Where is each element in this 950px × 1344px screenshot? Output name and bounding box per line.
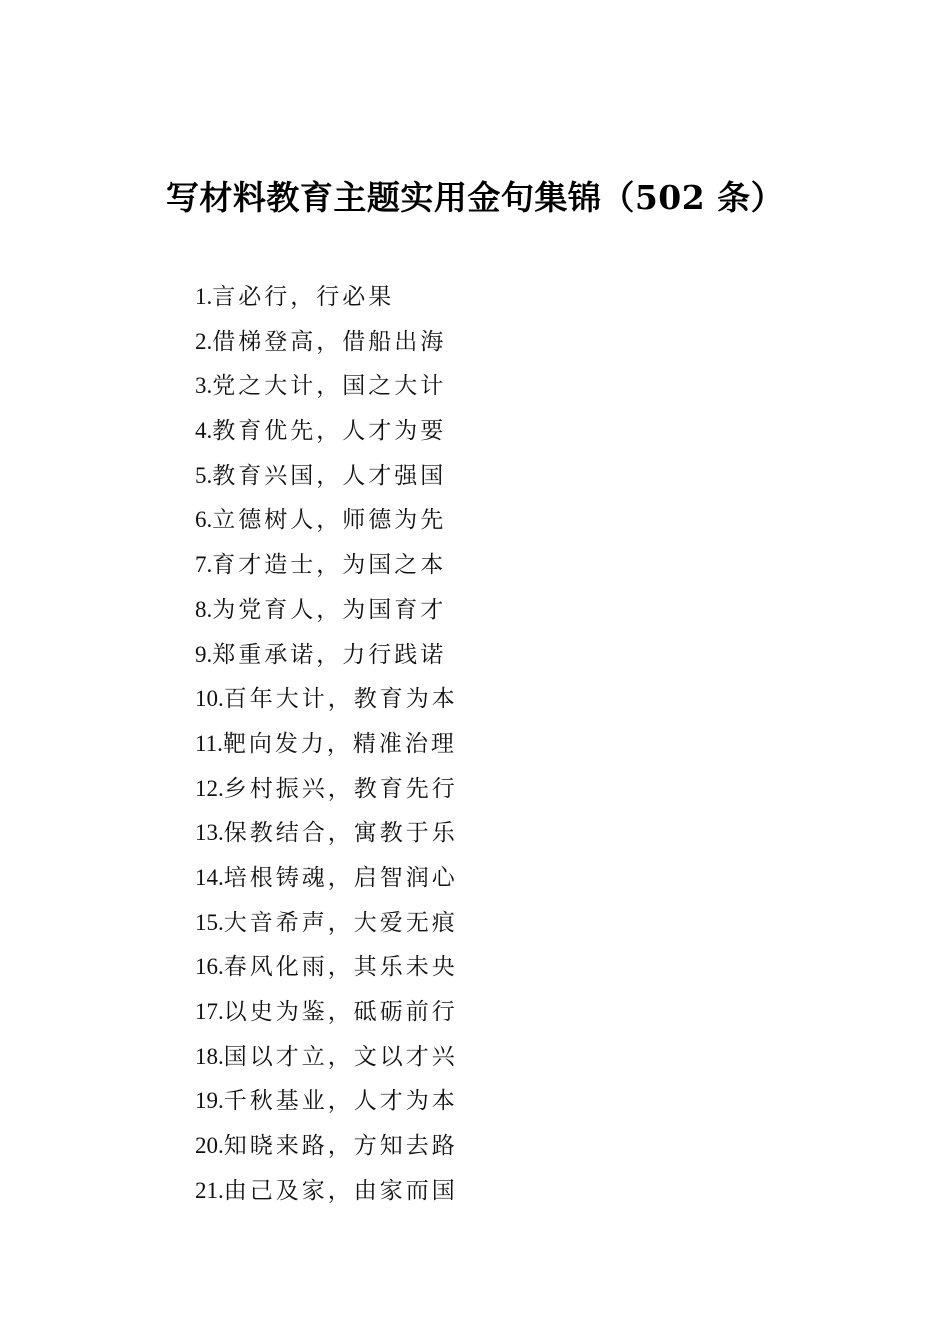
list-item [195, 633, 458, 678]
list-item-number: 1. [195, 284, 213, 309]
list-item [195, 275, 458, 320]
list-item-number: 3. [195, 373, 213, 399]
quote-list [195, 275, 458, 1213]
list-item [195, 543, 458, 588]
list-item-number: 15. [195, 909, 224, 935]
list-item-text: 乡村振兴，教育先行 [223, 775, 458, 802]
list-item-number: 13. [195, 820, 224, 846]
list-item-number: 19. [195, 1088, 224, 1114]
list-item [195, 320, 458, 365]
list-item [195, 990, 458, 1035]
list-item-number: 11. [195, 730, 223, 756]
list-item-number: 4. [195, 418, 213, 444]
list-item [195, 588, 458, 633]
list-item-text: 郑重承诺，力行践诺 [212, 641, 447, 668]
list-item [195, 811, 458, 856]
list-item [195, 1169, 458, 1214]
list-item-number: 16. [195, 954, 224, 980]
list-item [195, 767, 458, 812]
list-item [195, 1035, 458, 1080]
list-item-text: 大音希声，大爱无痕 [223, 909, 458, 936]
list-item-number: 17. [195, 999, 224, 1024]
list-item-text: 言必行，行必果 [212, 284, 395, 310]
list-item-number: 12. [195, 775, 224, 801]
list-item-text: 知晓来路，方知去路 [223, 1133, 458, 1160]
document-title: 写材料教育主题实用金句集锦（502 条） [165, 178, 785, 217]
list-item [195, 364, 458, 409]
list-item-number: 6. [195, 507, 213, 533]
list-item-number: 2. [195, 328, 213, 354]
list-item-text: 由己及家，由家而国 [223, 1177, 458, 1204]
list-item-text: 靶向发力，精准治理 [222, 730, 457, 757]
list-item-number: 21. [195, 1177, 224, 1203]
list-item [195, 498, 458, 543]
list-item-text: 千秋基业，人才为本 [223, 1088, 458, 1115]
list-item-number: 5. [195, 462, 213, 488]
list-item [195, 454, 458, 499]
list-item-text: 以史为鉴，砥砺前行 [223, 999, 458, 1025]
list-item-number: 20. [195, 1133, 224, 1159]
list-item-text: 借梯登高，借船出海 [212, 328, 447, 355]
list-item-text: 党之大计，国之大计 [212, 373, 447, 400]
list-item [195, 856, 458, 901]
list-item [195, 1079, 458, 1124]
list-item [195, 722, 458, 767]
list-item-text: 春风化雨，其乐未央 [223, 954, 458, 981]
list-item-text: 培根铸魂，启智润心 [223, 864, 458, 891]
list-item-text: 立德树人，师德为先 [212, 507, 447, 534]
list-item [195, 677, 458, 722]
list-item-number: 9. [195, 641, 213, 667]
list-item-text: 百年大计，教育为本 [223, 686, 458, 713]
list-item-number: 14. [195, 864, 224, 890]
list-item-text: 教育优先，人才为要 [212, 418, 447, 445]
list-item-text: 为党育人，为国育才 [212, 596, 447, 623]
list-item-text: 保教结合，寓教于乐 [223, 820, 458, 847]
list-item-text: 国以才立，文以才兴 [223, 1043, 458, 1070]
list-item-text: 教育兴国，人才强国 [212, 462, 447, 489]
list-item-number: 10. [195, 686, 224, 712]
list-item [195, 1124, 458, 1169]
list-item-number: 8. [195, 596, 213, 622]
list-item-text: 育才造士，为国之本 [212, 552, 447, 579]
list-item [195, 409, 458, 454]
list-item [195, 945, 458, 990]
list-item-number: 7. [195, 552, 213, 578]
list-item-number: 18. [195, 1043, 224, 1069]
list-item [195, 901, 458, 946]
